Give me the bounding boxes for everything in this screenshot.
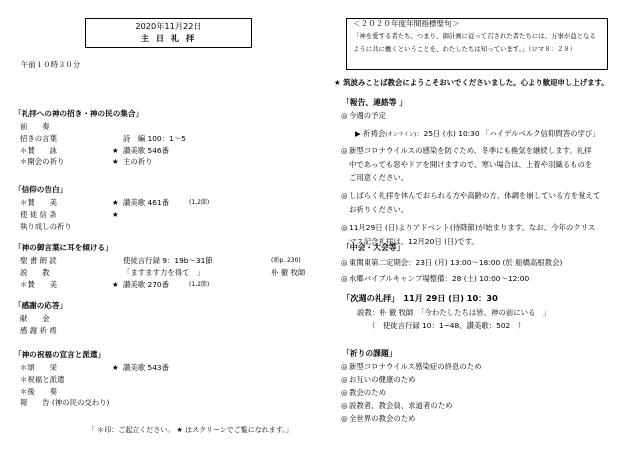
liturgy-item: ＊賛 詠: [20, 145, 57, 155]
screen-star-icon: ★: [112, 198, 119, 207]
annual-verse-box: [346, 18, 608, 70]
section-title-word: 「神の御言葉に耳を傾ける」: [14, 243, 113, 252]
liturgy-item: 前 奏: [20, 122, 50, 131]
prayer-item: 説教者、教会員、求道者のため: [349, 401, 453, 410]
liturgy-note: (新p. 230): [271, 257, 301, 264]
service-time: 午前１０時３０分: [21, 60, 81, 69]
circle-bullet-icon: ◎: [341, 401, 348, 410]
circle-bullet-icon: ◎: [341, 191, 348, 201]
announcement-text: お祈りください。: [349, 205, 409, 214]
liturgy-item: 執り成しの祈り: [20, 221, 72, 231]
announcement-text: マス記念礼拝は、12月20日 (日)です。: [349, 236, 479, 246]
liturgy-item: ＊頌 栄: [20, 363, 57, 372]
prayer-item: 全世界の教会のため: [349, 414, 416, 423]
liturgy-note: (1,2節): [189, 280, 210, 288]
circle-bullet-icon: ◎: [341, 111, 348, 120]
announcement-text: 11月29日 (日)よりアドベント(待降節)が始まります。なお、今年のクリス: [349, 222, 596, 232]
prayer-item: 教会のため: [349, 388, 386, 397]
announcement-text: 祈祷会: [363, 128, 386, 138]
announcement-text: 今週の予定: [349, 111, 386, 120]
liturgy-item: ＊後 奏: [20, 386, 57, 396]
liturgy-item: 説 教: [20, 267, 50, 277]
meeting-item: 東関東第二定期会：23日 (月) 13:00〜18:00 (於 船橋高根教会): [349, 258, 563, 267]
announcement-text: しばらく礼拝を休んでおられる方や高齢の方、体調を崩している方を覚えて: [349, 191, 601, 201]
next-service-sermon: 説教：朴 徹 牧師 「今わたしたちは皆、神の前にいる 」: [357, 308, 551, 317]
verse-line-1: 「神を愛する者たち、つまり、御計画に従って召された者たちには、万事が益となる: [353, 32, 596, 40]
liturgy-item: ＊祝福と派遣: [20, 374, 65, 384]
circle-bullet-icon: ◎: [341, 145, 348, 155]
next-service-reading: （ 使徒言行録 10：1−48、讃美歌：502 ）: [368, 321, 526, 330]
circle-bullet-icon: ◎: [341, 362, 348, 371]
screen-star-icon: ★: [112, 145, 119, 155]
circle-bullet-icon: ◎: [341, 375, 348, 384]
liturgy-item: ＊賛 美: [20, 198, 57, 207]
liturgy-note: (1,2節): [189, 199, 210, 206]
screen-star-icon: ★: [112, 279, 119, 289]
liturgy-item: 招きの言葉: [20, 133, 57, 143]
liturgy-item: 献 金: [20, 314, 50, 323]
service-title: 主 日 礼 拝: [140, 32, 197, 43]
liturgy-detail: 「ますます力を得て 」: [123, 267, 205, 277]
verse-line-2: ように共に働くということを、わたしたちは知っています。」（ロマ８：２８）: [353, 45, 577, 53]
next-service-title: 「次週の礼拝」 11月 29日 (日) 10：30: [342, 293, 498, 303]
section-title-call: 「礼拝への神の招き・神の民の集合」: [14, 109, 144, 118]
announcement-text: 中であっても窓やドアを開けますので、寒い場合は、上着や羽織るものを: [349, 159, 593, 169]
liturgy-detail: 讃美歌 543番: [123, 363, 170, 372]
circle-bullet-icon: ◎: [341, 274, 348, 283]
prayer-title: 「祈りの課題」: [342, 349, 397, 358]
circle-bullet-icon: ◎: [341, 258, 348, 267]
play-arrow-icon: ▶: [355, 128, 364, 138]
announcement-text: ：25日 (水) 10:30 「ハイデルベルク信仰問答の学び」: [416, 128, 600, 138]
liturgy-detail: 詩 編 100：1〜5: [123, 133, 186, 143]
circle-bullet-icon: ◎: [341, 414, 348, 423]
prayer-item: 新型コロナウイルス感染症の終息のため: [349, 362, 482, 371]
liturgy-detail: 主の祈り: [123, 157, 153, 167]
liturgy-item: 聖 書 朗 読: [20, 256, 57, 265]
liturgy-item: ＊開会の祈り: [20, 157, 65, 167]
section-title-response: 「感謝の応答」: [14, 301, 68, 310]
announcement-text: 新型コロナウイルスの感染を防ぐため、冬季にも換気を継続します。礼拝: [349, 145, 592, 155]
footnote: 「 ＊印：ご起立ください。 ★ はスクリーンでご覧になれます。」: [88, 426, 293, 434]
meeting-item: 水郷バイブルキャンプ場整備：28 (土) 10:00〜12:00: [349, 274, 530, 283]
date-title-box: [85, 18, 252, 48]
liturgy-item: ＊賛 美: [20, 279, 57, 289]
circle-bullet-icon: ◎: [341, 388, 348, 397]
welcome-message: ★ 筑波みことば教会にようこそおいでくださいました。心より歓迎申し上げます。: [334, 78, 609, 87]
circle-bullet-icon: ◎: [341, 222, 348, 232]
announcements-title: 「報告、連絡等 」: [342, 98, 408, 107]
liturgy-detail: 讃美歌 461番: [123, 198, 170, 207]
service-date: 2020年11月22日: [135, 21, 202, 31]
section-title-confession: 「信仰の告白」: [14, 185, 68, 194]
liturgy-item: 報 告 (神の民の交わり): [20, 398, 110, 408]
announcement-item: [355, 130, 600, 139]
announcement-note: (オンライン): [385, 131, 417, 138]
screen-star-icon: ★: [112, 157, 119, 167]
screen-star-icon: ★: [112, 209, 119, 219]
section-title-blessing: 「神の祝福の宣言と派遣」: [14, 350, 106, 359]
screen-star-icon: ★: [112, 363, 119, 372]
liturgy-note: 朴 徹 牧師: [271, 267, 306, 277]
liturgy-detail: 使徒言行録 9：19b〜31節: [123, 256, 213, 265]
liturgy-detail: 讃美歌 546番: [123, 145, 170, 155]
meetings-title: 「中会・大会等」: [342, 243, 405, 252]
liturgy-item: 感 謝 祈 祷: [20, 325, 57, 335]
announcement-text: ご用意ください。: [349, 173, 409, 183]
prayer-item: お互いの健康のため: [349, 375, 416, 384]
verse-heading: ＜２０２０年度年間指標聖句＞: [353, 19, 460, 28]
liturgy-detail: 讃美歌 270番: [123, 279, 170, 289]
liturgy-item: 使 徒 信 条: [20, 209, 57, 219]
